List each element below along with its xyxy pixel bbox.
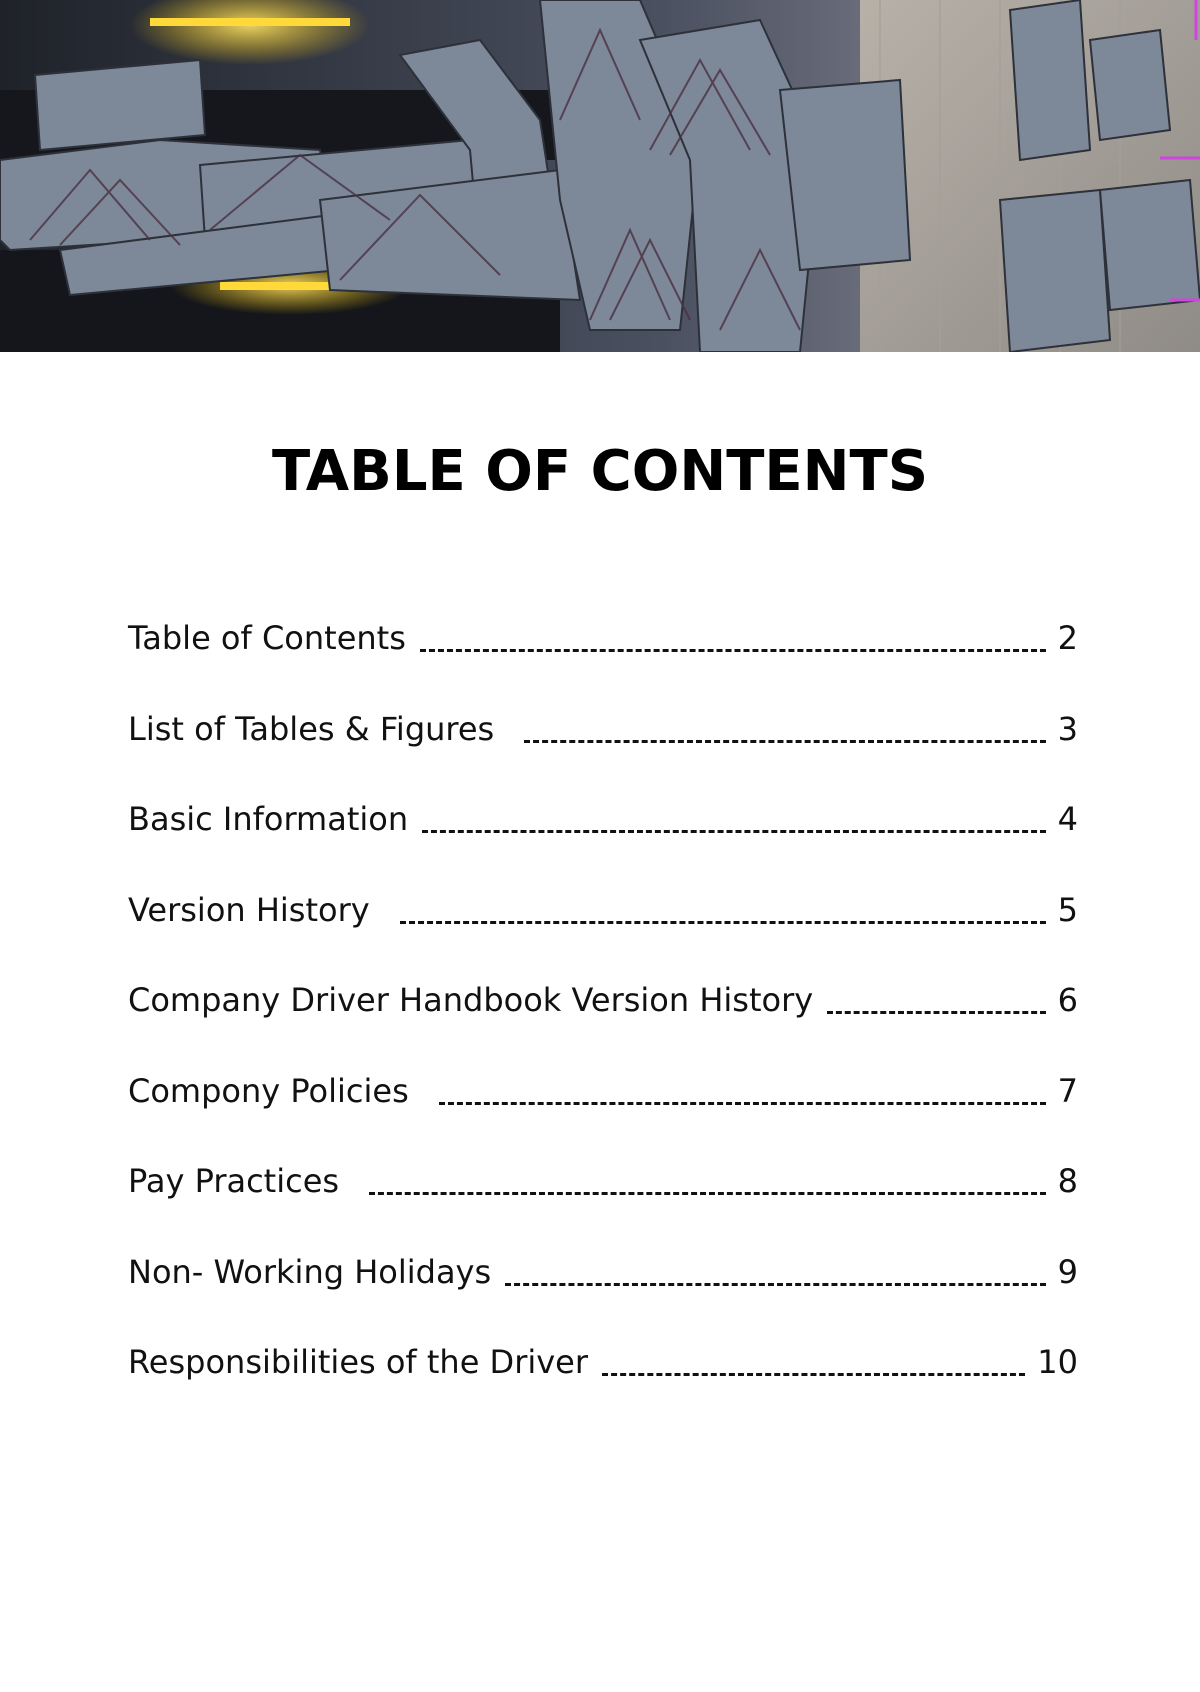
toc-leader-line bbox=[420, 612, 1046, 664]
toc-leader-line bbox=[505, 1246, 1045, 1298]
toc-entry[interactable] bbox=[128, 1336, 1078, 1427]
toc-leader-line bbox=[602, 1336, 1025, 1388]
toc-leader-line bbox=[400, 884, 1046, 936]
toc-entry[interactable] bbox=[128, 703, 1078, 794]
toc-entry-label: Responsibilities of the Driver bbox=[128, 1343, 589, 1381]
toc-entry-label: List of Tables & Figures bbox=[128, 709, 495, 748]
toc-entry[interactable] bbox=[128, 1246, 1078, 1337]
toc-entry-page: 7 bbox=[1057, 1071, 1078, 1110]
toc-entry-label: Table of Contents bbox=[128, 619, 406, 657]
toc-leader-line bbox=[369, 1155, 1046, 1207]
toc-leader-line bbox=[439, 1065, 1046, 1117]
toc-leader-line bbox=[524, 703, 1045, 755]
toc-entry-page: 6 bbox=[1057, 981, 1078, 1019]
toc-entry[interactable] bbox=[128, 793, 1078, 884]
toc-entry-label: Version History bbox=[128, 890, 370, 929]
toc-entry-label: Pay Practices bbox=[128, 1162, 340, 1200]
toc-entry[interactable] bbox=[128, 974, 1078, 1065]
table-of-contents bbox=[128, 612, 1078, 1427]
toc-entry[interactable] bbox=[128, 884, 1078, 975]
toc-entry[interactable] bbox=[128, 612, 1078, 703]
toc-entry-page: 10 bbox=[1037, 1343, 1078, 1381]
toc-entry-label: Company Driver Handbook Version History bbox=[128, 981, 814, 1019]
building-facade-image bbox=[0, 0, 1200, 352]
toc-entry-page: 5 bbox=[1057, 890, 1078, 929]
page-title: TABLE OF CONTENTS bbox=[271, 439, 929, 504]
toc-entry[interactable] bbox=[128, 1155, 1078, 1246]
toc-leader-line bbox=[422, 793, 1046, 845]
toc-entry-page: 3 bbox=[1057, 709, 1078, 748]
toc-entry-label: Basic Information bbox=[128, 800, 409, 838]
toc-entry-label: Non- Working Holidays bbox=[128, 1252, 492, 1291]
header-image bbox=[0, 0, 1200, 352]
toc-entry[interactable] bbox=[128, 1065, 1078, 1156]
toc-entry-page: 9 bbox=[1057, 1252, 1078, 1291]
toc-entry-page: 8 bbox=[1057, 1162, 1078, 1200]
toc-entry-page: 4 bbox=[1057, 800, 1078, 838]
toc-leader-line bbox=[827, 974, 1045, 1026]
toc-entry-label: Compony Policies bbox=[128, 1071, 409, 1110]
toc-entry-page: 2 bbox=[1057, 619, 1078, 657]
